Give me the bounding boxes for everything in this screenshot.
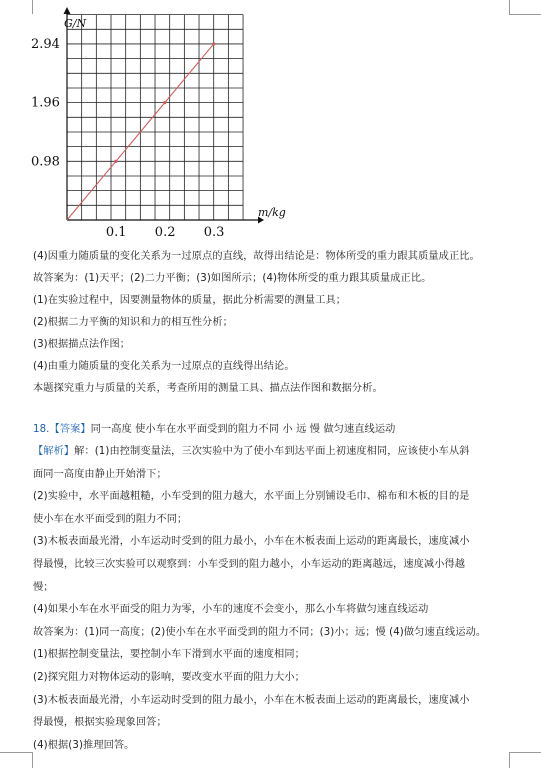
crop-mark [509, 752, 510, 768]
x-tick-label: 0.2 [154, 225, 176, 240]
y-tick-label: 2.94 [31, 36, 60, 52]
text-line-content: (1)根据控制变量法，要控制小车下滑到水平面的速度相同； [33, 649, 305, 661]
text-line-content: 解：(1)由控制变量法，三次实验中为了使小车到达平面上初速度相同，应该使小车从斜 [74, 446, 470, 457]
text-line-content: 故答案为：(1)天平；(2)二力平衡；(3)如图所示；(4)物体所受的重力跟其质量成正比。 [33, 273, 432, 284]
q18-analysis-label: 【解析】 [33, 446, 75, 457]
text-line-content: 使小车在水平面受到的阻力不同； [33, 513, 188, 525]
text-line-content: (4)如果小车在水平面受的阻力为零，小车的速度不会变小，那么小车将做匀速直线运动 [33, 604, 429, 616]
chart-grid [67, 15, 243, 220]
x-axis-label: m/kg [258, 206, 286, 219]
text-line [33, 445, 533, 459]
data-point [114, 160, 117, 163]
x-tick-label: 0.3 [203, 225, 225, 240]
q18-answer-line [33, 423, 533, 437]
text-line [33, 716, 533, 730]
text-line [33, 338, 533, 352]
chart-series [67, 42, 215, 220]
text-line-content: 面同一高度由静止开始滑下； [33, 468, 167, 480]
text-line [33, 360, 533, 374]
text-line [33, 603, 533, 617]
y-tick-label: 1.96 [31, 95, 60, 111]
x-tick-label: 0.1 [105, 225, 127, 240]
text-line [33, 626, 533, 640]
text-line [33, 250, 533, 264]
crop-mark [0, 752, 32, 753]
text-line [33, 739, 533, 753]
y-axis-label: G/N [64, 17, 87, 30]
text-line-content: 得最慢，根据实验现象回答； [33, 717, 167, 729]
text-line-content: (2)探究阻力对物体运动的影响，要改变水平面的阻力大小； [33, 672, 305, 683]
weight-mass-chart [0, 0, 541, 250]
text-line [33, 558, 533, 572]
text-line-content: (3)木板表面最光滑，小车运动时受到的阻力最小，小车在木板表面上运动的距离最长，速度减小 [33, 536, 470, 548]
data-point [212, 42, 215, 45]
text-line [33, 694, 533, 708]
text-line [33, 316, 533, 330]
text-line-content: 故答案为：(1)同一高度；(2)使小车在水平面受到的阻力不同；(3)小；远；慢 (4)做匀速直线运动。 [33, 626, 487, 638]
q18-answer-head: 18.【答案】 [33, 424, 91, 435]
text-line [33, 468, 533, 482]
text-line-content: 得最慢，比较三次实验可以观察到：小车受到的阻力越小，小车运动的距离越远，速度减小得越 [33, 559, 466, 570]
text-line [33, 490, 533, 504]
text-line [33, 513, 533, 527]
q18-answer-text: 同一高度 使小车在水平面受到的阻力不同 小 远 慢 做匀速直线运动 [90, 424, 396, 435]
text-line-content: (2)根据二力平衡的知识和力的相互性分析； [33, 317, 233, 328]
text-line-content: (1)在实验过程中，因要测量物体的质量，据此分析需要的测量工具； [33, 295, 347, 306]
crop-mark [32, 752, 33, 768]
text-line [33, 648, 533, 662]
data-point [163, 101, 166, 104]
text-line [33, 272, 533, 286]
text-line-content: (2)实验中，水平面越粗糙，小车受到的阻力越大，水平面上分别铺设毛巾、棉布和木板的目的是 [33, 491, 470, 503]
text-line [33, 581, 533, 595]
text-line-content: (4)因重力随质量的变化关系为一过原点的直线，故得出结论是：物体所受的重力跟其质量成正比。 [33, 251, 480, 262]
text-line-content: (3)根据描点法作图； [33, 339, 131, 350]
text-line-content: (3)木板表面最光滑，小车运动时受到的阻力最小，小车在木板表面上运动的距离最长，速度减小 [33, 694, 470, 706]
y-axis-arrow [64, 7, 71, 14]
text-line [33, 382, 533, 396]
text-line-content: 本题探究重力与质量的关系，考查所用的测量工具、描点法作图和数据分析。 [33, 383, 383, 394]
text-line-content: (4)根据(3)推理回答。 [33, 739, 135, 751]
text-line-content: (4)由重力随质量的变化关系为一过原点的直线得出结论。 [33, 361, 295, 372]
chart-ticks [31, 37, 224, 240]
y-tick-label: 0.98 [31, 154, 60, 170]
text-line-content: 慢； [33, 581, 54, 593]
text-line [33, 294, 533, 308]
text-line [33, 671, 533, 685]
text-line [33, 535, 533, 549]
